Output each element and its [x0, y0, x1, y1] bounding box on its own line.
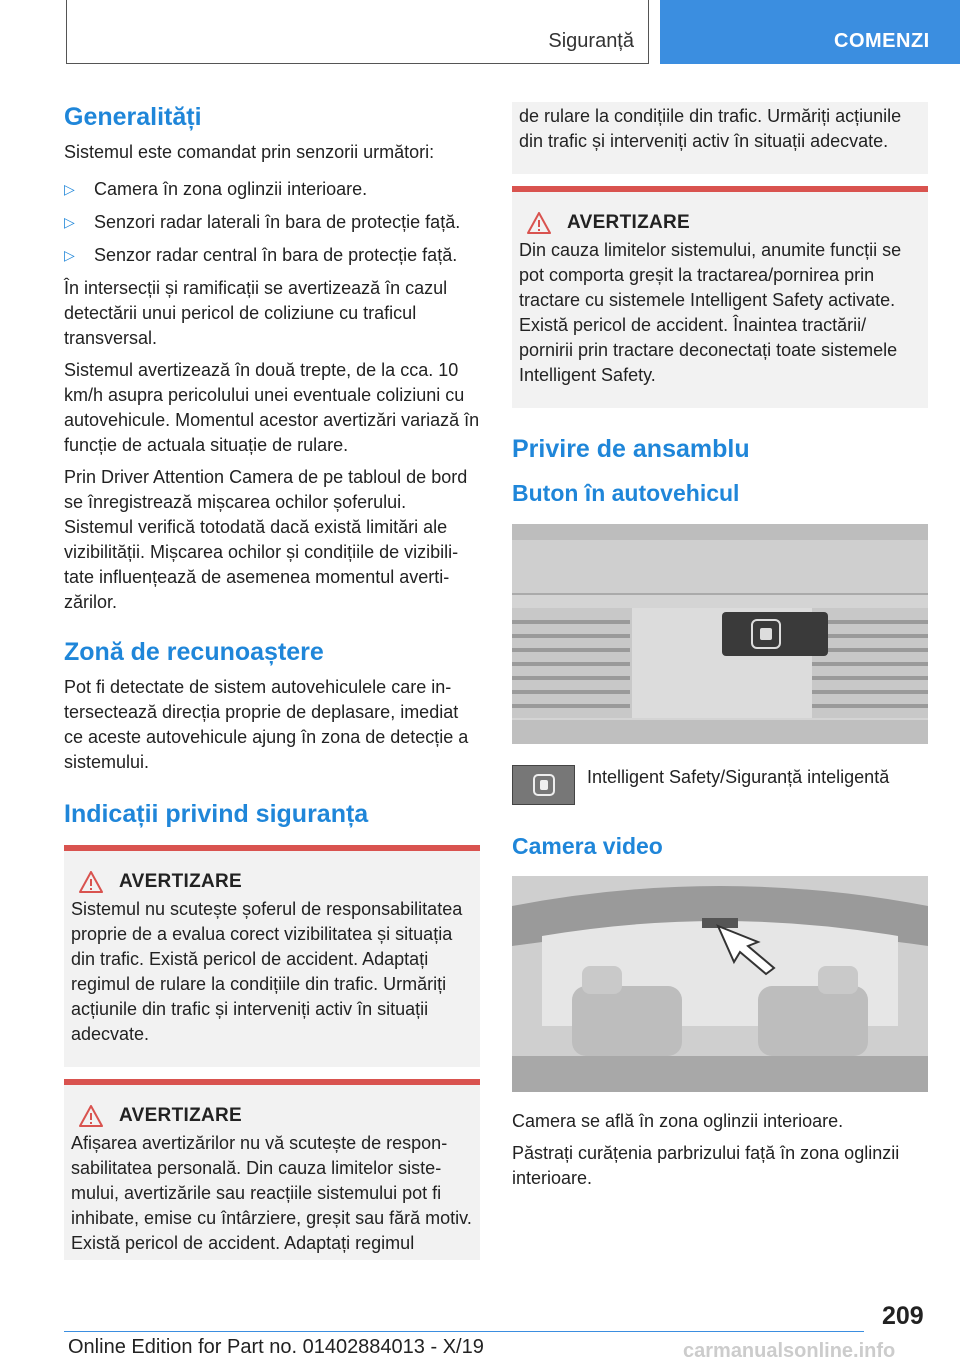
header-section-title: Siguranță: [548, 30, 634, 52]
warning-text: Din cauza limitelor sistemului, anumite funcții se pot comporta greșit la tractarea/pornirea prin tractare cu sistemele Intelligent Safety activate. Există pericol de accident. Înaintea tractării/ pornirii prin tractare deconectați toate sistemele Intelligent Safety.: [519, 240, 902, 385]
header-chapter-title: COMENZI: [834, 30, 930, 52]
header-section-box: [66, 0, 649, 64]
warning-title-row: [519, 212, 921, 234]
warning-box: [64, 845, 480, 1067]
warning-title-row: [71, 871, 473, 893]
watermark-logo: carmanualsonline.info: [683, 1340, 896, 1362]
warning-box: [64, 1079, 480, 1260]
warning-triangle-icon: [527, 212, 551, 234]
heading-button: Buton în autovehicul: [512, 480, 740, 506]
list-item: ▷ Senzori radar laterali în bara de protecție față.: [64, 210, 480, 235]
paragraph-intro: Sistemul este comandat prin senzorii următori:: [64, 142, 435, 162]
icon-caption: Intelligent Safety/Siguranță inteligentă: [587, 766, 890, 787]
left-column: [64, 102, 480, 1260]
list-item: ▷ Senzor radar central în bara de protecție față.: [64, 243, 480, 268]
interior-camera-photo: [512, 876, 928, 1097]
warning-title-row: [71, 1105, 473, 1127]
list-item: ▷ Camera în zona oglinzii interioare.: [64, 177, 480, 202]
right-column: [512, 102, 928, 1198]
page-number: 209: [882, 1302, 924, 1330]
paragraph-intersections: În intersecții și ramificații se avertizează în cazul detectării unui pericol de coliziune cu traficul transversal.: [64, 278, 448, 348]
intelligent-safety-button-icon[interactable]: [512, 765, 575, 805]
paragraph-camera-location: Camera se află în zona oglinzii interioare.: [512, 1111, 844, 1132]
paragraph-two-stages: Sistemul avertizează în două trepte, de la cca. 10 km/h asupra pericolului unei eventuale coliziuni cu autovehicule. Momentul acestor avertizări variază în funcție de actuala situație de rulare.: [64, 360, 480, 455]
heading-camera: Camera video: [512, 832, 663, 859]
paragraph-driver-camera: Prin Driver Attention Camera de pe tabloul de bord se înregistrează mișcarea ochilor șoferului. Sistemul verifică totodată dacă există limitări ale vizibilității. Mișcarea ochilor și condițiile de vizibilitate influențează de asemenea momentul avertizărilor.: [64, 467, 468, 612]
dashboard-button-photo: [512, 524, 928, 749]
heading-overview: Privire de ansamblu: [512, 435, 750, 463]
warning-text-continued: de rulare la condițiile din trafic. Urmăriți acțiunile din trafic și interveniți activ în situații adecvate.: [519, 106, 902, 151]
warning-box-continued: [512, 102, 928, 174]
warning-text: Sistemul nu scutește șoferul de responsabilitatea proprie de a evalua corect vizibilitatea și situația din trafic. Există pericol de accident. Adaptați regimul de rulare la condițiile din trafic. Urmăriți acțiunile din trafic și interveniți activ în situații adecvate.: [71, 899, 463, 1044]
footer-divider: [64, 1331, 864, 1332]
triangle-bullet-icon: ▷: [64, 214, 75, 230]
triangle-bullet-icon: ▷: [64, 181, 75, 197]
paragraph-detection-zone: Pot fi detectate de sistem autovehiculele care intersectează direcția proprie de deplasare, imediat ce aceste autovehicule ajung în zona de detecție a sistemului.: [64, 677, 469, 772]
warning-box: [512, 186, 928, 408]
warning-text: Afișarea avertizărilor nu vă scutește de responsabilitatea personală. Din cauza limitelor sistemului, avertizările sau reacțiile sistemului pot fi inhibate, emise cu întârziere, greșit sau fără motiv. Există pericol de accident. Adaptați regimul: [71, 1133, 472, 1253]
heading-safety-notes: Indicații privind siguranța: [64, 800, 369, 828]
heading-general: Generalități: [64, 103, 202, 131]
button-icon-row: [512, 765, 928, 805]
footer-edition: Online Edition for Part no. 01402884013 - X/19: [68, 1336, 484, 1358]
warning-title: AVERTIZARE: [119, 1105, 242, 1126]
triangle-bullet-icon: ▷: [64, 247, 75, 263]
header-chapter-tab[interactable]: [660, 0, 960, 64]
warning-title: AVERTIZARE: [119, 871, 242, 892]
warning-title: AVERTIZARE: [567, 212, 690, 233]
sensor-list: [64, 177, 480, 268]
paragraph-windshield-clean: Păstrați curățenia parbrizului față în zona oglinzii interioare.: [512, 1143, 900, 1189]
warning-triangle-icon: [79, 871, 103, 893]
warning-triangle-icon: [79, 1105, 103, 1127]
heading-detection-zone: Zonă de recunoaștere: [64, 638, 324, 666]
